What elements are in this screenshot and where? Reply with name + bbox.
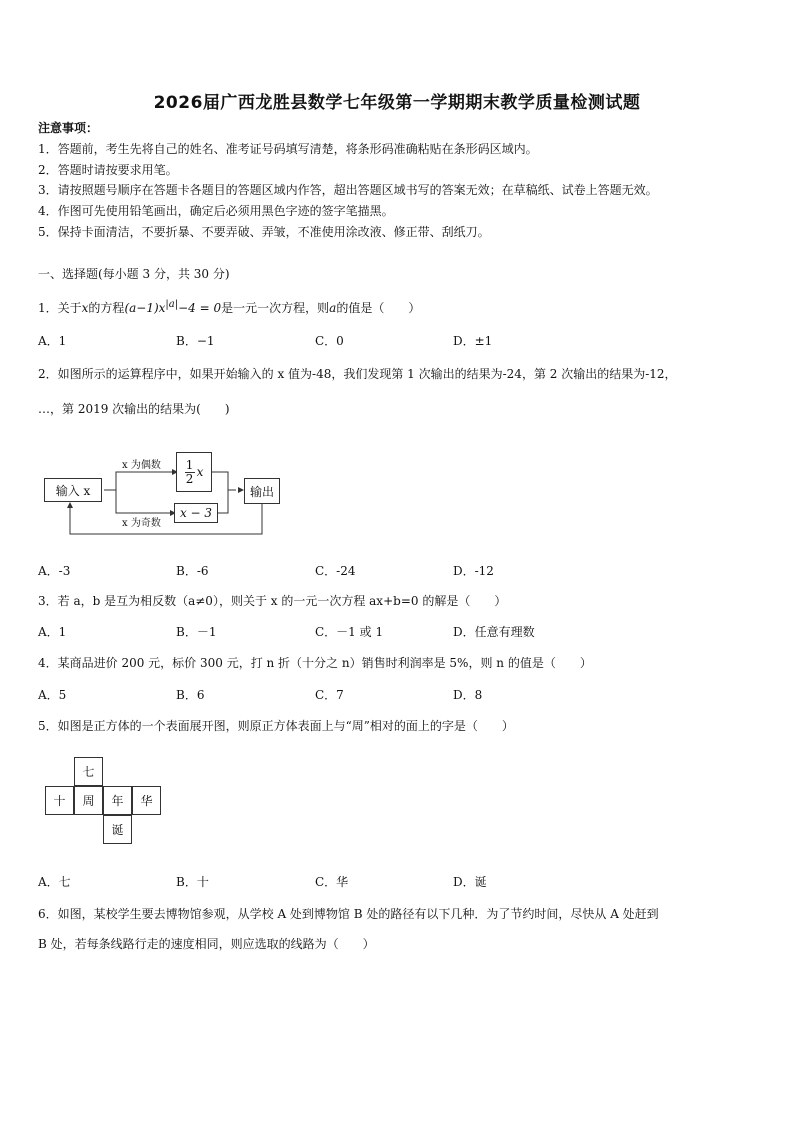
- flowchart: [40, 446, 290, 538]
- q4-option-a: A．5: [38, 688, 67, 702]
- flow-input-box: 输入 x: [44, 478, 102, 502]
- flow-odd-label: x 为奇数: [122, 518, 161, 529]
- page-title: 2026届广西龙胜县数学七年级第一学期期末教学质量检测试题: [153, 93, 641, 113]
- q3-option-a: A．1: [38, 625, 67, 639]
- net-cell: 周: [74, 786, 103, 815]
- q4-option-c: C．7: [315, 688, 344, 702]
- q5-option-c: C．华: [315, 875, 349, 889]
- question-6-line-1: 6．如图，某校学生要去博物馆参观，从学校 A 处到博物馆 B 处的路径有以下几种．为了节约时间，尽快从 A 处赶到: [38, 907, 659, 921]
- notice-item: 4．作图可先使用铅笔画出，确定后必须用黑色字迹的签字笔描黑。: [38, 204, 394, 218]
- question-1: 1．关于x的方程$(a-1)x^{|a|}-4 = 0$是一元一次方程，则a的值是（ ）: [38, 299, 421, 315]
- q1-option-c: C．0: [315, 334, 344, 348]
- question-6-line-2: B 处，若每条线路行走的速度相同，则应选取的线路为（ ）: [38, 937, 375, 951]
- q5-option-b: B．十: [176, 875, 209, 889]
- flow-output-box: 输出: [244, 478, 280, 504]
- q3-option-d: D．任意有理数: [453, 625, 535, 639]
- notice-item: 2．答题时请按要求用笔。: [38, 163, 178, 177]
- q5-option-d: D．诞: [453, 875, 487, 889]
- q2-option-a: A．-3: [38, 564, 71, 578]
- section-heading: 一、选择题(每小题 3 分，共 30 分): [38, 267, 230, 281]
- flow-minus-box: x − 3: [174, 503, 218, 523]
- q3-option-b: B．－1: [176, 625, 217, 639]
- flow-even-label: x 为偶数: [122, 460, 161, 471]
- q2-option-c: C．-24: [315, 564, 356, 578]
- cube-net: [45, 757, 161, 845]
- net-cell: 华: [132, 786, 161, 815]
- q5-option-a: A．七: [38, 875, 71, 889]
- question-5: 5．如图是正方体的一个表面展开图，则原正方体表面上与“周”相对的面上的字是（ ）: [38, 719, 514, 733]
- fraction: 1 2: [185, 457, 194, 486]
- q1-option-a: A．1: [38, 334, 67, 348]
- net-cell: 十: [45, 786, 74, 815]
- net-cell: 诞: [103, 815, 132, 844]
- net-cell: 七: [74, 757, 103, 786]
- notice-heading: 注意事项：: [38, 121, 99, 135]
- q2-option-b: B．-6: [176, 564, 209, 578]
- q1-option-d: D．±1: [453, 334, 493, 348]
- q3-option-c: C．－1 或 1: [315, 625, 384, 639]
- notice-item: 5．保持卡面清洁，不要折暴、不要弄破、弄皱，不准使用涂改液、修正带、刮纸刀。: [38, 225, 490, 239]
- q4-option-b: B．6: [176, 688, 205, 702]
- notice-item: 3．请按照题号顺序在答题卡各题目的答题区域内作答，超出答题区域书写的答案无效；在草稿纸、试卷上答题无效。: [38, 183, 658, 197]
- question-3: 3．若 a，b 是互为相反数（a≠0），则关于 x 的一元一次方程 ax+b=0 的解是（ ）: [38, 594, 507, 608]
- question-4: 4．某商品进价 200 元，标价 300 元，打 n 折（十分之 n）销售时利润率是 5%，则 n 的值是（ ）: [38, 656, 592, 670]
- question-2-line-2: …，第 2019 次输出的结果为( ): [38, 402, 230, 416]
- q1-option-b: B．−1: [176, 334, 215, 348]
- q4-option-d: D．8: [453, 688, 483, 702]
- question-2-line-1: 2．如图所示的运算程序中，如果开始输入的 x 值为-48，我们发现第 1 次输出的结果为-24，第 2 次输出的结果为-12，: [38, 367, 677, 381]
- q2-option-d: D．-12: [453, 564, 494, 578]
- net-cell: 年: [103, 786, 132, 815]
- notice-item: 1．答题前，考生先将自己的姓名、准考证号码填写清楚，将条形码准确粘贴在条形码区域内。: [38, 142, 538, 156]
- flow-half-box: 1 2 x: [176, 452, 212, 492]
